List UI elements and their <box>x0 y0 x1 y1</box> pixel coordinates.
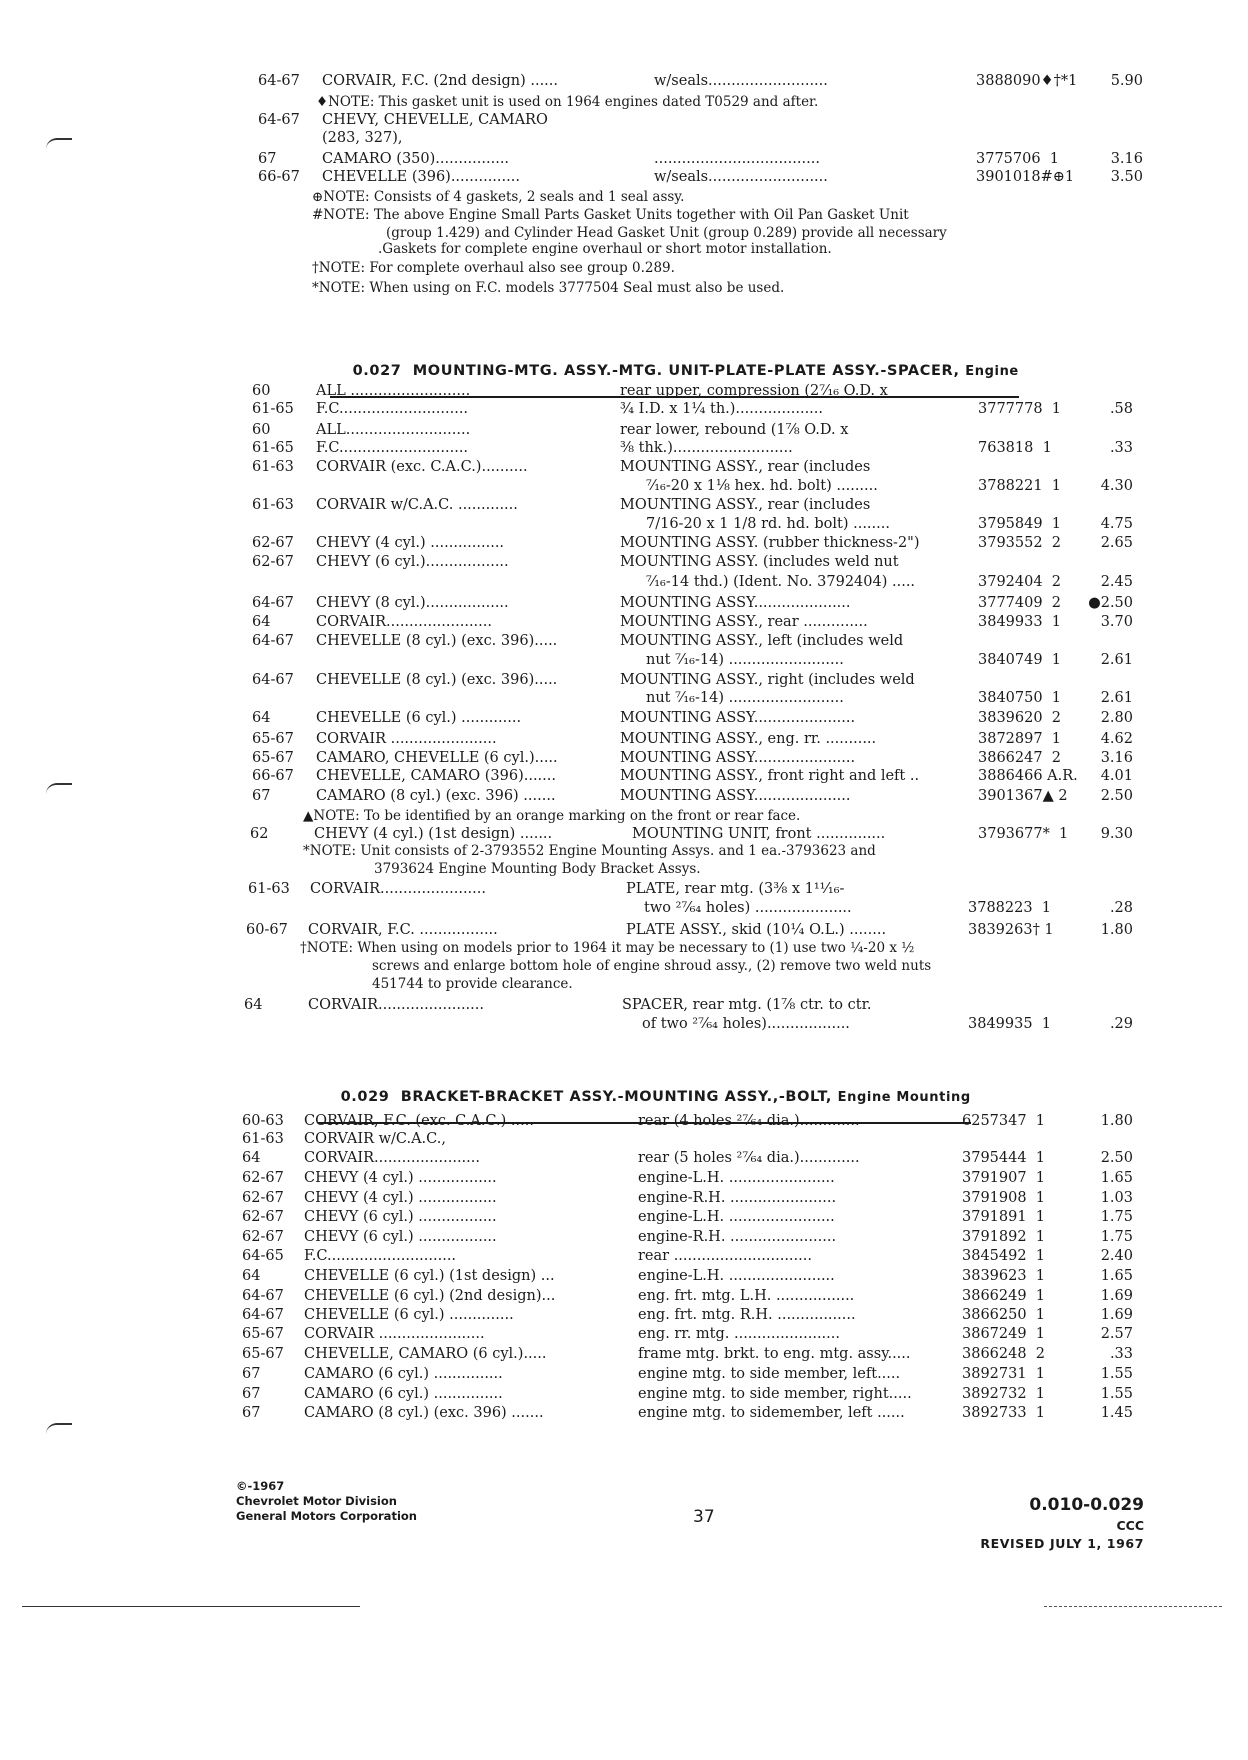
row-years: 62-67 <box>242 1190 284 1206</box>
row-model: CHEVY (4 cyl.) ................. <box>304 1190 497 1206</box>
row-part-number: 3791907 1 <box>962 1170 1046 1186</box>
row-model: CHEVELLE (6 cyl.) ............. <box>316 710 522 726</box>
margin-mark <box>46 138 72 149</box>
row-price: 2.61 <box>1100 652 1133 668</box>
footnote: #NOTE: The above Engine Small Parts Gasket Units together with Oil Pan Gasket Unit <box>312 207 909 223</box>
row-model: CHEVY (6 cyl.) ................. <box>304 1209 497 1225</box>
footnote: *NOTE: Unit consists of 2-3793552 Engine Mounting Assys. and 1 ea.-3793623 and <box>303 843 876 859</box>
row-part-number: 3866249 1 <box>962 1288 1046 1304</box>
row-years: 67 <box>252 788 271 804</box>
row-part-number: 3791891 1 <box>962 1209 1046 1225</box>
row-part-number: 3792404 2 <box>978 574 1062 590</box>
row-model: CORVAIR w/C.A.C., <box>304 1131 446 1147</box>
row-description: MOUNTING ASSY., rear (includes <box>620 497 871 513</box>
row-part-number: 6257347 1 <box>962 1113 1046 1129</box>
section-number: 0.027 <box>352 363 402 379</box>
row-description: engine mtg. to side member, left..... <box>638 1366 901 1382</box>
row-description: MOUNTING ASSY..................... <box>620 788 851 804</box>
row-price: 4.62 <box>1100 731 1133 747</box>
row-price: 1.69 <box>1100 1288 1133 1304</box>
row-price: ●2.50 <box>1088 595 1133 611</box>
row-model: CORVAIR, F.C. ................. <box>308 922 498 938</box>
row-part-number: 3793552 2 <box>978 535 1062 551</box>
row-model: CHEVELLE, CAMARO (396)....... <box>316 768 556 784</box>
row-part-number: 3793677* 1 <box>978 826 1069 842</box>
row-years: 64-67 <box>242 1288 284 1304</box>
row-description: PLATE ASSY., skid (10¼ O.L.) ........ <box>626 922 887 938</box>
row-years: 64 <box>252 614 271 630</box>
row-years: 61-63 <box>248 881 290 897</box>
row-part-number: 3849935 1 <box>968 1016 1052 1032</box>
row-description: engine-L.H. ....................... <box>638 1170 835 1186</box>
row-part-number: 3840749 1 <box>978 652 1062 668</box>
row-part-number: 3795849 1 <box>978 516 1062 532</box>
row-description: MOUNTING ASSY..................... <box>620 595 851 611</box>
row-description: ⁷⁄₁₆-14 thd.) (Ident. No. 3792404) ..... <box>646 574 916 590</box>
row-model: CAMARO (8 cyl.) (exc. 396) ....... <box>304 1405 544 1421</box>
row-part-number: 3777778 1 <box>978 401 1062 417</box>
row-price: .33 <box>1109 440 1133 456</box>
row-description: eng. frt. mtg. R.H. ................. <box>638 1307 856 1323</box>
row-years: 61-65 <box>252 401 294 417</box>
row-price: 2.45 <box>1100 574 1133 590</box>
row-part-number: 3791908 1 <box>962 1190 1046 1206</box>
publisher-block <box>236 1479 417 1524</box>
section-title: MOUNTING-MTG. ASSY.-MTG. UNIT-PLATE-PLATE ASSY.-SPACER, <box>412 363 960 379</box>
row-years: 67 <box>258 151 277 167</box>
row-price: 2.65 <box>1100 535 1133 551</box>
row-description: engine-L.H. ....................... <box>638 1268 835 1284</box>
revised-date: REVISED JULY 1, 1967 <box>980 1536 1144 1551</box>
row-years: 64-67 <box>242 1307 284 1323</box>
row-years: 61-65 <box>252 440 294 456</box>
row-part-number: 3839263† 1 <box>968 922 1054 938</box>
margin-mark <box>46 1423 72 1434</box>
catalog-code: CCC <box>1116 1518 1144 1533</box>
row-years: 66-67 <box>252 768 294 784</box>
footnote: *NOTE: When using on F.C. models 3777504 Seal must also be used. <box>312 280 785 296</box>
row-description: engine mtg. to side member, right..... <box>638 1386 912 1402</box>
row-years: 66-67 <box>258 169 300 185</box>
row-model: CHEVY (6 cyl.).................. <box>316 554 509 570</box>
row-model: CHEVELLE (396)............... <box>322 169 520 185</box>
row-years: 65-67 <box>242 1326 284 1342</box>
group-range: 0.010-0.029 <box>1029 1495 1144 1515</box>
row-part-number: 3886466 A.R. <box>978 768 1078 784</box>
row-years: 62-67 <box>252 535 294 551</box>
row-price: 1.45 <box>1100 1405 1133 1421</box>
footnote: .Gaskets for complete engine overhaul or short motor installation. <box>378 241 832 257</box>
row-years: 60-63 <box>242 1113 284 1129</box>
row-model: (283, 327), <box>322 130 403 146</box>
row-model: CORVAIR ....................... <box>304 1326 485 1342</box>
row-years: 64-67 <box>252 633 294 649</box>
row-description: MOUNTING ASSY. (rubber thickness-2") <box>620 535 920 551</box>
row-description: engine-L.H. ....................... <box>638 1209 835 1225</box>
row-model: CHEVY, CHEVELLE, CAMARO <box>322 112 548 128</box>
bottom-rule-dashed <box>1044 1606 1222 1607</box>
row-part-number: 3901018#⊕1 <box>976 169 1075 185</box>
row-price: 2.50 <box>1100 788 1133 804</box>
row-years: 65-67 <box>252 731 294 747</box>
row-model: CAMARO (6 cyl.) ............... <box>304 1366 503 1382</box>
row-years: 65-67 <box>242 1346 284 1362</box>
row-price: .58 <box>1109 401 1133 417</box>
margin-mark <box>46 783 72 794</box>
row-price: 9.30 <box>1100 826 1133 842</box>
row-model: CORVAIR, F.C. (exc. C.A.C.) ..... <box>304 1113 534 1129</box>
row-part-number: 3901367▲ 2 <box>978 788 1068 804</box>
section-number: 0.029 <box>340 1089 390 1105</box>
row-description: ⅜ thk.).......................... <box>620 440 793 456</box>
row-description: rear .............................. <box>638 1248 812 1264</box>
row-part-number: 763818 1 <box>978 440 1052 456</box>
row-model: CAMARO, CHEVELLE (6 cyl.)..... <box>316 750 558 766</box>
footnote: ▲NOTE: To be identified by an orange marking on the front or rear face. <box>303 808 801 824</box>
row-model: CAMARO (350)................ <box>322 151 510 167</box>
row-part-number: 3788223 1 <box>968 900 1052 916</box>
row-description: nut ⁷⁄₁₆-14) ......................... <box>646 652 844 668</box>
row-years: 62-67 <box>242 1229 284 1245</box>
row-price: 3.50 <box>1110 169 1143 185</box>
row-model: CORVAIR....................... <box>310 881 486 897</box>
row-description: nut ⁷⁄₁₆-14) ......................... <box>646 690 844 706</box>
row-price: 1.80 <box>1100 1113 1133 1129</box>
row-model: CAMARO (8 cyl.) (exc. 396) ....... <box>316 788 556 804</box>
row-description: MOUNTING ASSY., rear (includes <box>620 459 871 475</box>
footnote: ♦NOTE: This gasket unit is used on 1964 engines dated T0529 and after. <box>316 94 819 110</box>
row-part-number: 3777409 2 <box>978 595 1062 611</box>
row-part-number: 3839623 1 <box>962 1268 1046 1284</box>
row-price: 1.65 <box>1100 1268 1133 1284</box>
row-description: .................................... <box>654 151 820 167</box>
row-model: F.C............................ <box>316 440 469 456</box>
row-price: 3.70 <box>1100 614 1133 630</box>
row-years: 64-67 <box>252 595 294 611</box>
copyright: ©-1967 <box>236 1479 285 1493</box>
row-description: MOUNTING ASSY., rear .............. <box>620 614 868 630</box>
footnote: 451744 to provide clearance. <box>372 976 573 992</box>
bottom-rule <box>22 1606 360 1607</box>
row-price: 1.75 <box>1100 1209 1133 1225</box>
row-part-number: 3795444 1 <box>962 1150 1046 1166</box>
row-years: 64-67 <box>258 73 300 89</box>
row-description: two ²⁷⁄₆₄ holes) ..................... <box>644 900 852 916</box>
row-model: CHEVELLE (6 cyl.) .............. <box>304 1307 514 1323</box>
division: Chevrolet Motor Division <box>236 1494 397 1508</box>
row-description: frame mtg. brkt. to eng. mtg. assy..... <box>638 1346 911 1362</box>
footnote: ⊕NOTE: Consists of 4 gaskets, 2 seals and 1 seal assy. <box>312 189 685 205</box>
row-price: 3.16 <box>1100 750 1133 766</box>
row-description: rear (4 holes ²⁷⁄₆₄ dia.)............. <box>638 1113 860 1129</box>
section-suffix: Engine Mounting <box>837 1090 971 1105</box>
row-model: CORVAIR....................... <box>304 1150 480 1166</box>
row-part-number: 3892733 1 <box>962 1405 1046 1421</box>
row-description: rear upper, compression (2⁷⁄₁₆ O.D. x <box>620 383 888 399</box>
row-years: 60 <box>252 422 271 438</box>
row-description: MOUNTING ASSY., right (includes weld <box>620 672 915 688</box>
row-years: 67 <box>242 1366 261 1382</box>
row-price: 3.16 <box>1110 151 1143 167</box>
footnote: †NOTE: For complete overhaul also see group 0.289. <box>312 260 675 276</box>
row-years: 64 <box>242 1150 261 1166</box>
row-part-number: 3892732 1 <box>962 1386 1046 1402</box>
row-price: 1.65 <box>1100 1170 1133 1186</box>
row-model: CHEVY (4 cyl.) ................ <box>316 535 505 551</box>
row-description: MOUNTING ASSY., left (includes weld <box>620 633 904 649</box>
row-model: ALL........................... <box>316 422 471 438</box>
row-years: 65-67 <box>252 750 294 766</box>
row-price: 1.69 <box>1100 1307 1133 1323</box>
row-price: 4.01 <box>1100 768 1133 784</box>
row-part-number: 3839620 2 <box>978 710 1062 726</box>
row-model: ALL .......................... <box>316 383 471 399</box>
row-years: 64-65 <box>242 1248 284 1264</box>
row-years: 60-67 <box>246 922 288 938</box>
row-model: CHEVELLE (6 cyl.) (2nd design)... <box>304 1288 556 1304</box>
row-model: CORVAIR w/C.A.C. ............. <box>316 497 518 513</box>
row-price: 4.30 <box>1100 478 1133 494</box>
row-description: ¾ I.D. x 1¼ th.)................... <box>620 401 824 417</box>
row-price: .29 <box>1109 1016 1133 1032</box>
row-part-number: 3791892 1 <box>962 1229 1046 1245</box>
footnote: screws and enlarge bottom hole of engine shroud assy., (2) remove two weld nuts <box>372 958 932 974</box>
row-part-number: 3892731 1 <box>962 1366 1046 1382</box>
row-description: MOUNTING UNIT, front ............... <box>632 826 886 842</box>
section-title: BRACKET-BRACKET ASSY.-MOUNTING ASSY.,-BOLT, <box>400 1089 832 1105</box>
row-part-number: 3866247 2 <box>978 750 1062 766</box>
row-part-number: 3872897 1 <box>978 731 1062 747</box>
row-model: F.C............................ <box>304 1248 457 1264</box>
row-description: of two ²⁷⁄₆₄ holes).................. <box>642 1016 850 1032</box>
row-description: MOUNTING ASSY., front right and left .. <box>620 768 920 784</box>
row-description: w/seals.......................... <box>654 169 828 185</box>
row-years: 61-63 <box>252 497 294 513</box>
row-description: PLATE, rear mtg. (3⅜ x 1¹¹⁄₁₆- <box>626 881 845 897</box>
row-description: engine mtg. to sidemember, left ...... <box>638 1405 905 1421</box>
row-description: rear lower, rebound (1⅞ O.D. x <box>620 422 849 438</box>
row-price: 1.55 <box>1100 1386 1133 1402</box>
row-price: 5.90 <box>1110 73 1143 89</box>
corporation: General Motors Corporation <box>236 1509 417 1523</box>
row-description: engine-R.H. ....................... <box>638 1190 837 1206</box>
row-model: CHEVELLE (8 cyl.) (exc. 396)..... <box>316 672 558 688</box>
row-price: .33 <box>1109 1346 1133 1362</box>
row-description: 7/16-20 x 1 1/8 rd. hd. bolt) ........ <box>646 516 890 532</box>
row-part-number: 3788221 1 <box>978 478 1062 494</box>
row-description: engine-R.H. ....................... <box>638 1229 837 1245</box>
row-part-number: 3866248 2 <box>962 1346 1046 1362</box>
row-part-number: 3775706 1 <box>976 151 1060 167</box>
row-part-number: 3867249 1 <box>962 1326 1046 1342</box>
row-price: 2.61 <box>1100 690 1133 706</box>
row-description: MOUNTING ASSY., eng. rr. ........... <box>620 731 877 747</box>
row-price: 2.80 <box>1100 710 1133 726</box>
row-years: 61-63 <box>242 1131 284 1147</box>
row-years: 64-67 <box>252 672 294 688</box>
row-model: CHEVY (8 cyl.).................. <box>316 595 509 611</box>
row-description: eng. frt. mtg. L.H. ................. <box>638 1288 855 1304</box>
row-part-number: 3888090♦†*1 <box>976 73 1078 89</box>
row-description: rear (5 holes ²⁷⁄₆₄ dia.)............. <box>638 1150 860 1166</box>
group-block <box>980 1493 1144 1553</box>
row-price: 2.50 <box>1100 1150 1133 1166</box>
row-model: CORVAIR....................... <box>308 997 484 1013</box>
row-part-number: 3840750 1 <box>978 690 1062 706</box>
row-model: CHEVY (4 cyl.) ................. <box>304 1170 497 1186</box>
row-model: CORVAIR ....................... <box>316 731 497 747</box>
row-years: 60 <box>252 383 271 399</box>
row-model: CAMARO (6 cyl.) ............... <box>304 1386 503 1402</box>
row-years: 67 <box>242 1386 261 1402</box>
row-description: w/seals.......................... <box>654 73 828 89</box>
row-years: 64 <box>244 997 263 1013</box>
row-description: ⁷⁄₁₆-20 x 1⅛ hex. hd. bolt) ......... <box>646 478 878 494</box>
row-part-number: 3849933 1 <box>978 614 1062 630</box>
row-price: 1.80 <box>1100 922 1133 938</box>
row-years: 61-63 <box>252 459 294 475</box>
row-description: eng. rr. mtg. ....................... <box>638 1326 840 1342</box>
row-years: 62-67 <box>242 1170 284 1186</box>
footnote: †NOTE: When using on models prior to 1964 it may be necessary to (1) use two ¼-20 x ½ <box>300 940 915 956</box>
row-part-number: 3866250 1 <box>962 1307 1046 1323</box>
row-price: 1.75 <box>1100 1229 1133 1245</box>
row-price: 2.40 <box>1100 1248 1133 1264</box>
row-years: 62-67 <box>242 1209 284 1225</box>
row-model: CHEVY (4 cyl.) (1st design) ....... <box>314 826 553 842</box>
row-model: CHEVY (6 cyl.) ................. <box>304 1229 497 1245</box>
footnote: (group 1.429) and Cylinder Head Gasket Unit (group 0.289) provide all necessary <box>386 225 947 241</box>
row-model: CHEVELLE (8 cyl.) (exc. 396)..... <box>316 633 558 649</box>
row-description: SPACER, rear mtg. (1⅞ ctr. to ctr. <box>622 997 872 1013</box>
row-model: CORVAIR (exc. C.A.C.).......... <box>316 459 528 475</box>
row-model: CHEVELLE (6 cyl.) (1st design) ... <box>304 1268 555 1284</box>
row-price: .28 <box>1109 900 1133 916</box>
row-price: 4.75 <box>1100 516 1133 532</box>
page-number: 37 <box>693 1507 715 1527</box>
row-years: 64-67 <box>258 112 300 128</box>
row-years: 62-67 <box>252 554 294 570</box>
row-description: MOUNTING ASSY...................... <box>620 710 856 726</box>
section-suffix: Engine <box>965 364 1019 379</box>
row-model: CHEVELLE, CAMARO (6 cyl.)..... <box>304 1346 547 1362</box>
row-years: 62 <box>250 826 269 842</box>
row-years: 64 <box>242 1268 261 1284</box>
row-years: 67 <box>242 1405 261 1421</box>
row-price: 2.57 <box>1100 1326 1133 1342</box>
row-description: MOUNTING ASSY...................... <box>620 750 856 766</box>
row-years: 64 <box>252 710 271 726</box>
row-model: F.C............................ <box>316 401 469 417</box>
row-price: 1.03 <box>1100 1190 1133 1206</box>
row-price: 1.55 <box>1100 1366 1133 1382</box>
row-model: CORVAIR....................... <box>316 614 492 630</box>
row-part-number: 3845492 1 <box>962 1248 1046 1264</box>
row-model: CORVAIR, F.C. (2nd design) ...... <box>322 73 559 89</box>
row-description: MOUNTING ASSY. (includes weld nut <box>620 554 899 570</box>
footnote: 3793624 Engine Mounting Body Bracket Assys. <box>374 861 701 877</box>
